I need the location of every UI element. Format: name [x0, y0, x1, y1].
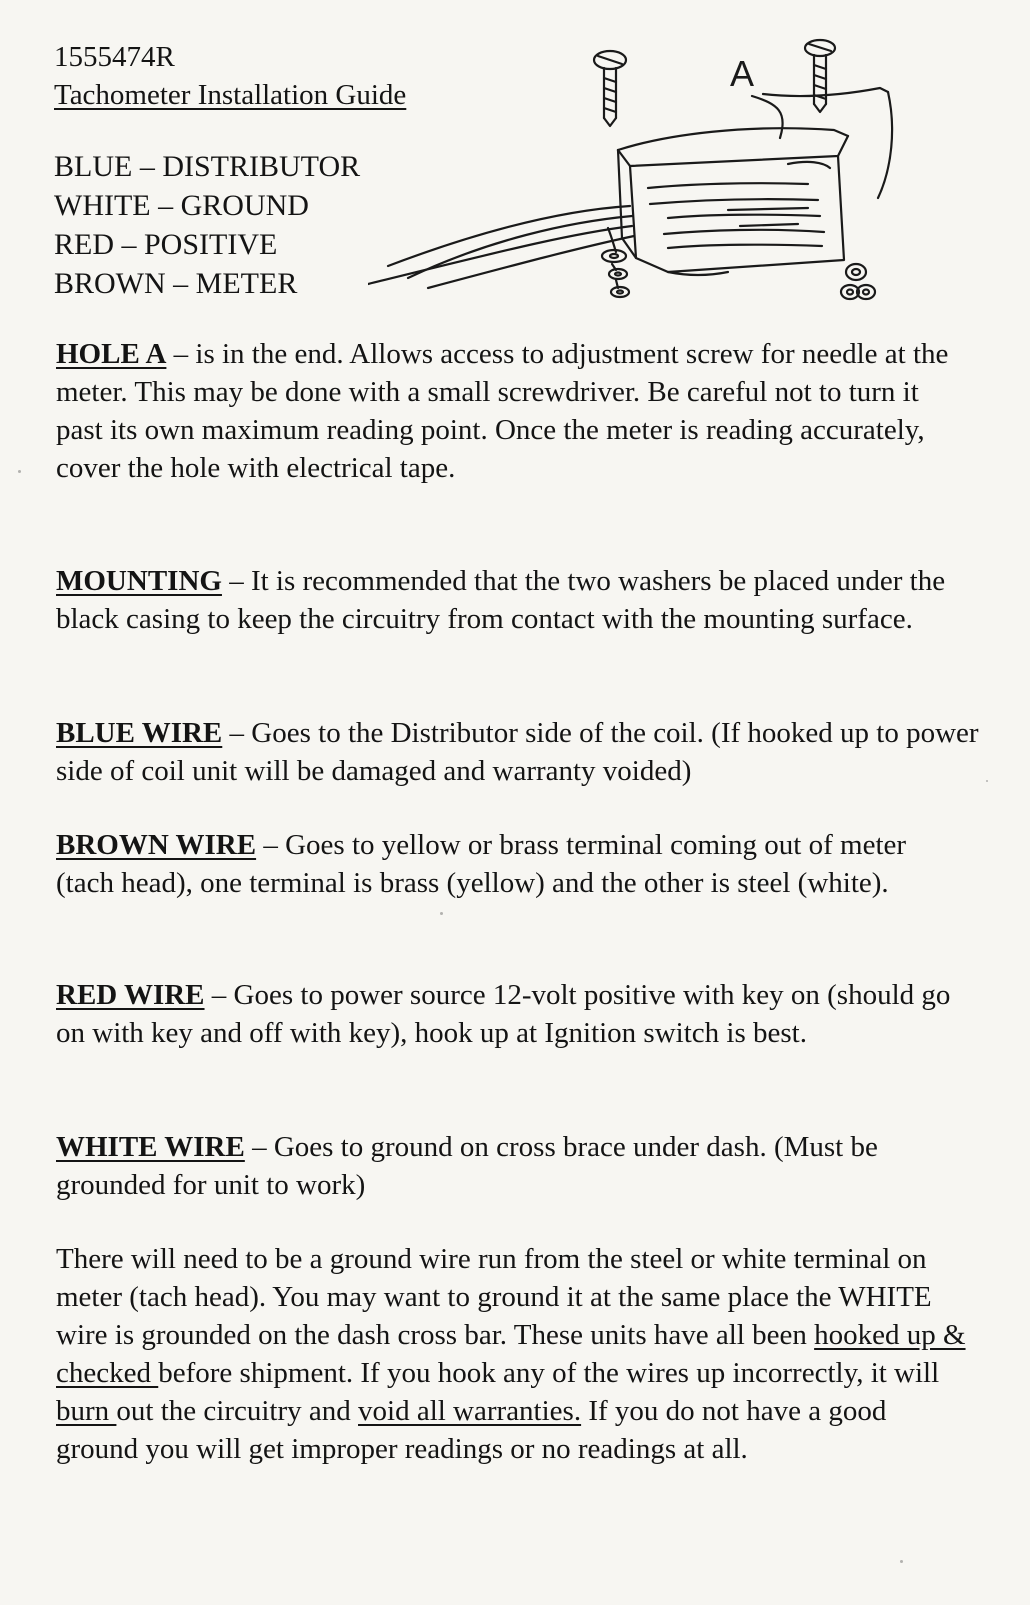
illustration-label: A: [730, 53, 755, 94]
closing-text: out the circuitry and: [116, 1395, 359, 1427]
wire-bundle: [368, 206, 634, 288]
section-red-wire: [56, 976, 956, 1052]
screw-icon: [805, 40, 835, 112]
screw-icon: [594, 51, 626, 126]
color-key-white: WHITE – GROUND: [54, 189, 309, 222]
document-header: [54, 38, 406, 114]
closing-text: There will need to be a ground wire run from the steel or white terminal on meter (tach head). You may want to ground it at the same place the WHITE wire is grounded on the dash cross bar. These units have all been: [56, 1243, 932, 1351]
closing-paragraph: [56, 1240, 966, 1468]
section-body: – Goes to power source 12-volt positive with key on (should go on with key and off with key), hook up at Ignition switch is best.: [56, 979, 951, 1049]
section-body: – Goes to the Distributor side of the coil. (If hooked up to power side of coil unit will be damaged and warranty voided): [56, 717, 979, 787]
document-title: Tachometer Installation Guide: [54, 79, 407, 111]
color-key-red: RED – POSITIVE: [54, 228, 278, 261]
closing-text: before shipment. If you hook any of the wires up incorrectly, it will: [158, 1357, 940, 1389]
section-brown-wire: [56, 826, 966, 902]
part-number: 1555474R: [54, 41, 175, 73]
scan-speck: [986, 780, 988, 782]
section-body: – Goes to yellow or brass terminal coming out of meter (tach head), one terminal is brass (yellow) and the other is steel (white).: [56, 829, 907, 899]
section-heading: RED WIRE: [56, 979, 205, 1011]
washer-icon: [841, 264, 875, 299]
section-white-wire: [56, 1128, 936, 1204]
emphasis-burn: burn: [56, 1395, 117, 1427]
wire-color-key: [54, 147, 360, 303]
section-heading: MOUNTING: [56, 565, 222, 597]
section-body: – Goes to ground on cross brace under dash. (Must be grounded for unit to work): [56, 1131, 878, 1201]
section-heading: WHITE WIRE: [56, 1131, 245, 1163]
section-body: – It is recommended that the two washers be placed under the black casing to keep the circuitry from contact with the mounting surface.: [56, 565, 946, 635]
color-key-brown: BROWN – METER: [54, 267, 298, 300]
washer-icon: [602, 250, 629, 297]
scan-speck: [900, 1560, 903, 1563]
section-heading: HOLE A: [56, 338, 167, 370]
section-mounting: [56, 562, 956, 638]
emphasis-hooked-up: hooked up & checked: [56, 1319, 966, 1389]
section-heading: BROWN WIRE: [56, 829, 257, 861]
section-body: – is in the end. Allows access to adjustment screw for needle at the meter. This may be done with a small screwdriver. Be careful not to turn it past its own maximum reading point. Once the meter is reading accurately, cover the hole with electrical tape.: [56, 338, 949, 484]
sender-casing: [618, 128, 848, 275]
scan-speck: [18, 470, 21, 473]
section-hole-a: [56, 335, 956, 487]
emphasis-void-warranties: void all warranties.: [358, 1395, 582, 1427]
section-heading: BLUE WIRE: [56, 717, 223, 749]
color-key-blue: BLUE – DISTRIBUTOR: [54, 150, 361, 183]
scan-speck: [440, 912, 443, 915]
closing-text: If you do not have a good ground you will get improper readings or no readings at all.: [56, 1395, 887, 1465]
tachometer-sender-drawing-icon: [368, 38, 908, 328]
section-blue-wire: [56, 714, 986, 790]
